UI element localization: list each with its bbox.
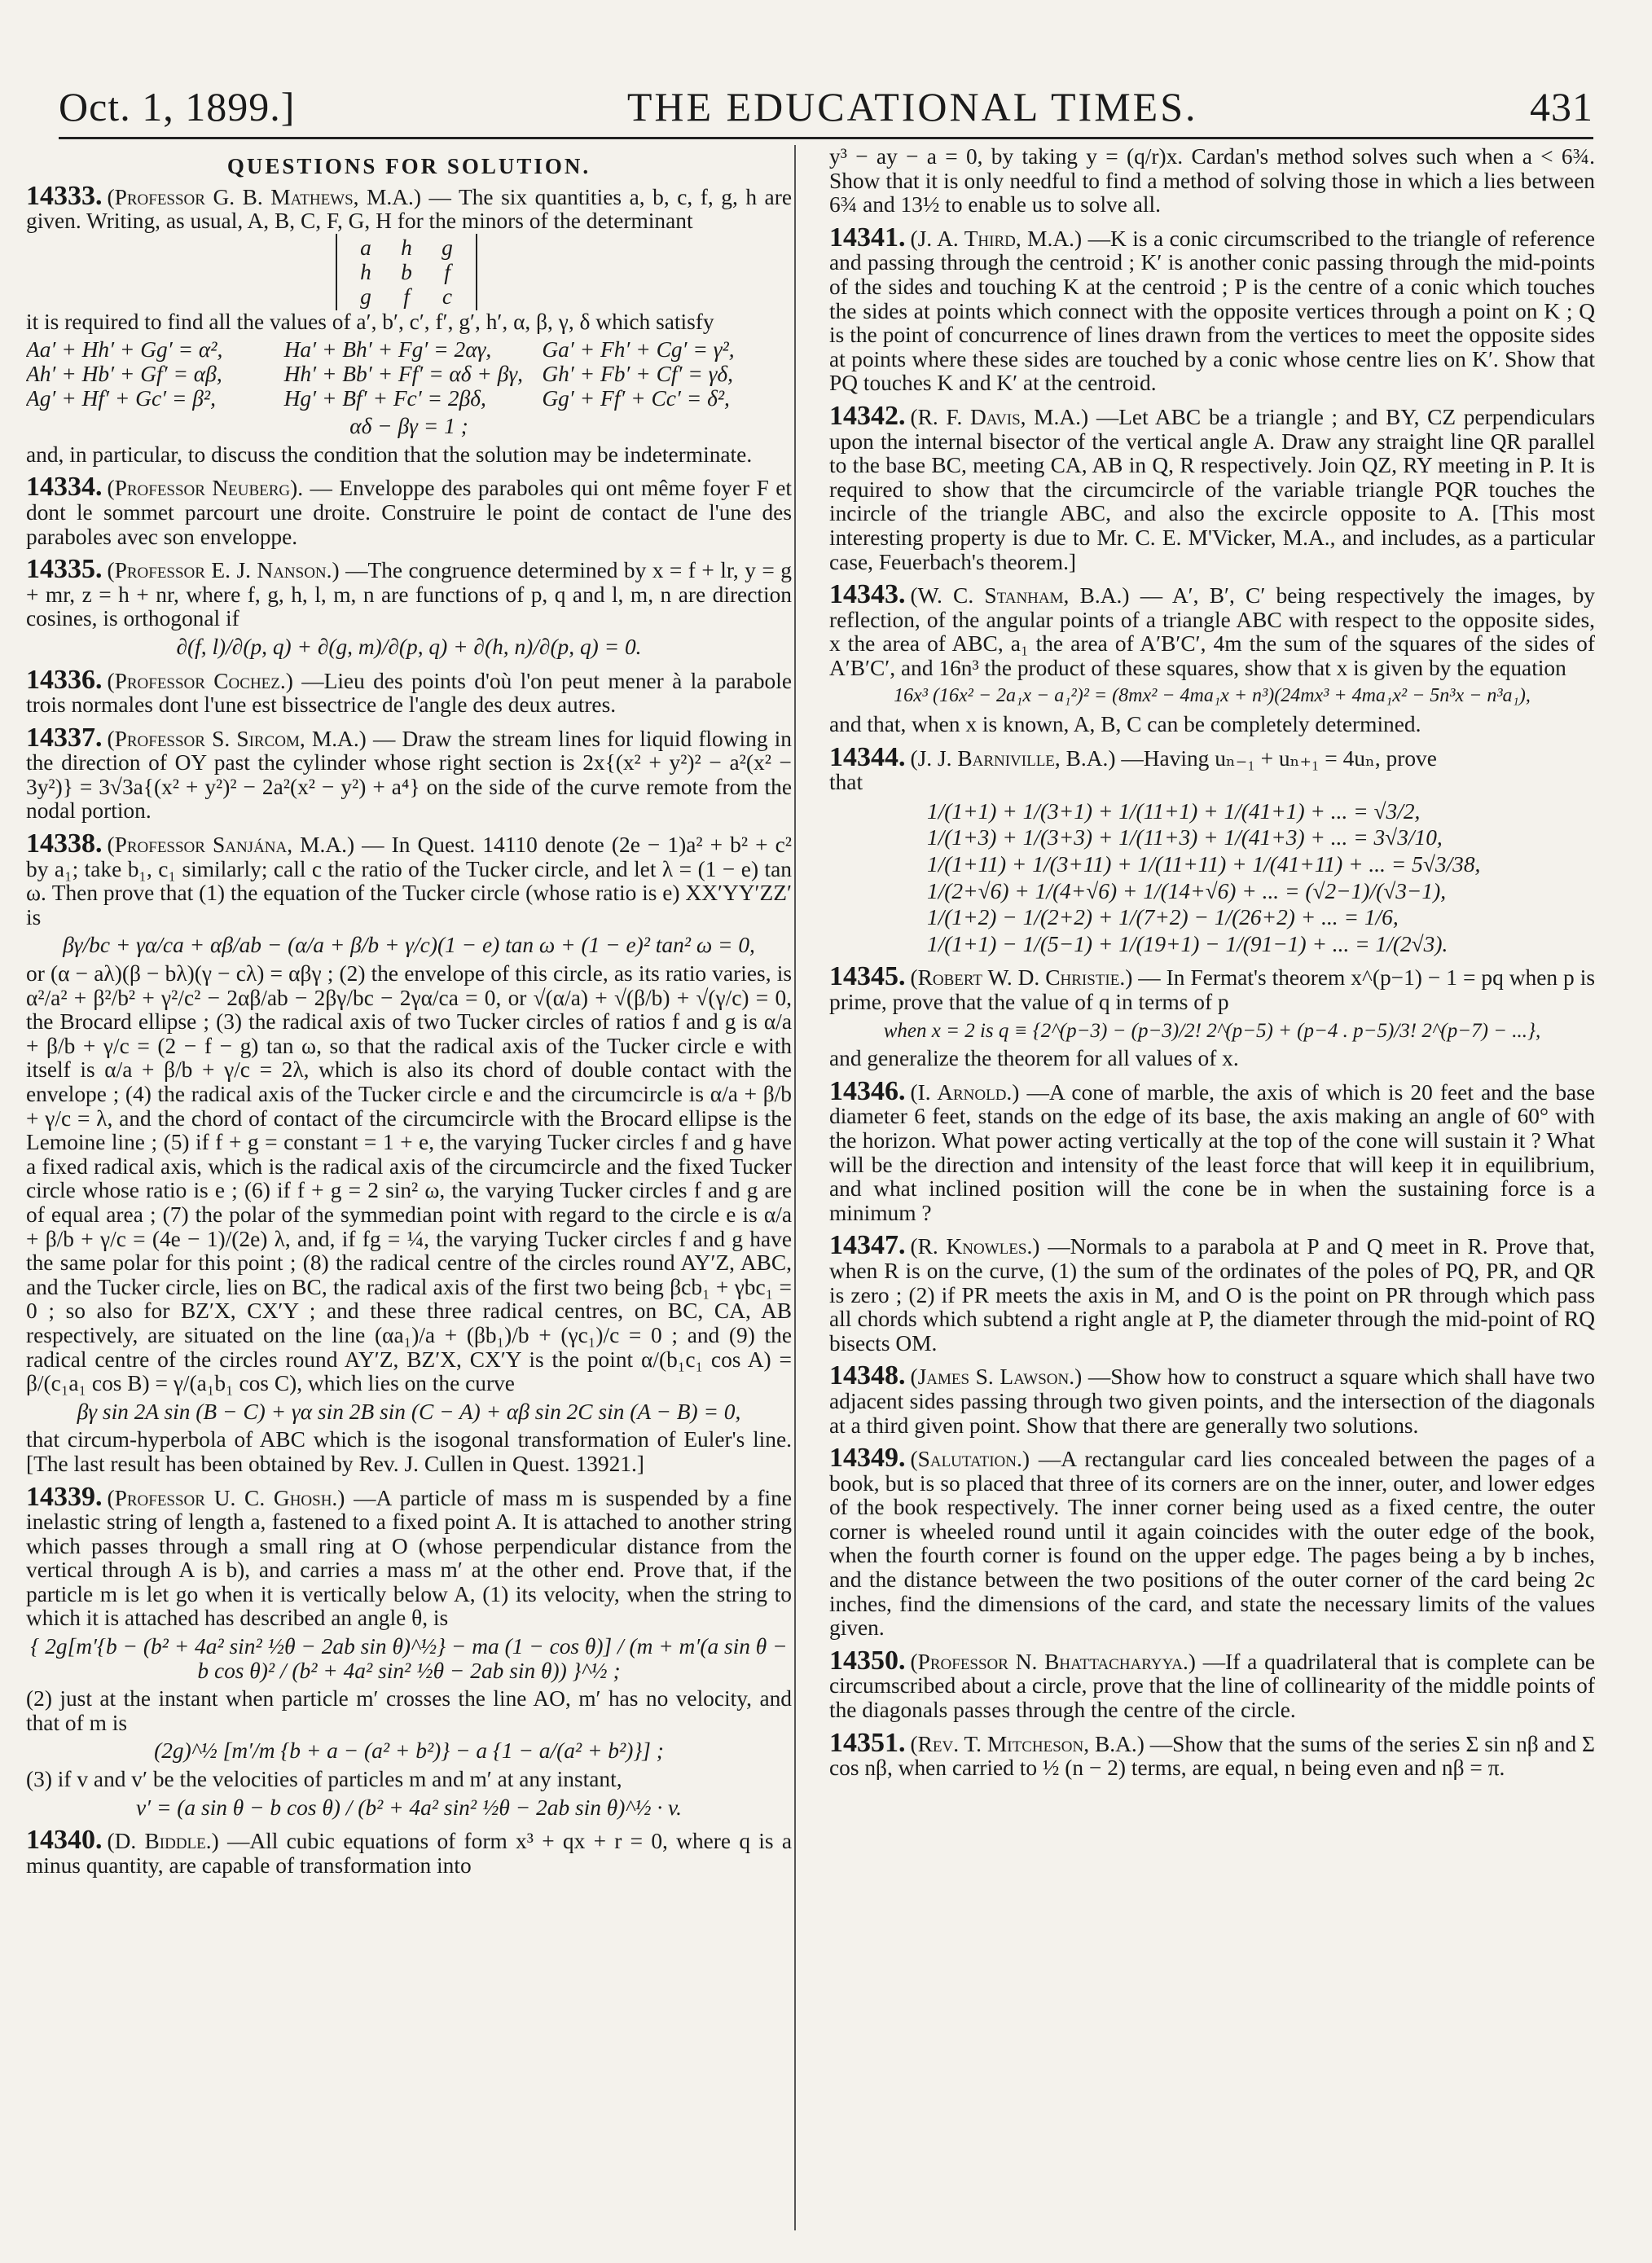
question-author: (James S. Lawson.) xyxy=(910,1364,1083,1390)
question-14345 xyxy=(829,961,1595,1071)
question-text: it is required to find all the values of a′, b′, c′, f′, g′, h′, α, β, γ, δ which satisfy xyxy=(26,309,714,334)
question-text: —The congruence determined by x = f + lr, y = g + mr, z = h + nr, where f, g, h, l, m, n are functions of p, q and l, m, n are direction cosines, is orthogonal if xyxy=(26,558,792,631)
equation-system xyxy=(26,338,792,411)
question-author: (J. J. Barniville, B.A.) xyxy=(910,745,1116,771)
question-text: — In Fermat's theorem x^(p−1) − 1 = pq when p is prime, prove that the value of q in terms of p xyxy=(829,965,1595,1014)
equation: ∂(f, l)/∂(p, q) + ∂(g, m)/∂(p, q) + ∂(h, n)/∂(p, q) = 0. xyxy=(176,634,642,659)
question-author: (D. Biddle.) xyxy=(107,1829,219,1854)
question-14336 xyxy=(26,664,792,718)
question-text: —Show that the sums of the series Σ sin nβ and Σ cos nβ, when carried to ½ (n − 2) terms, are equal, n being even and nβ = π. xyxy=(829,1731,1595,1781)
equation: (2g)^½ [m′/m {b + a − (a² + b²)} − a {1 − a/(a² + b²)}] ; xyxy=(154,1738,664,1764)
question-text: and, in particular, to discuss the condition that the solution may be indeterminate. xyxy=(26,442,753,467)
equation: Ha′ + Bh′ + Fg′ = 2αγ, xyxy=(283,337,492,363)
det-cell: g xyxy=(442,235,453,260)
question-14344 xyxy=(829,741,1595,957)
question-number: 14349. xyxy=(829,1443,906,1474)
question-text: —All cubic equations of form x³ + qx + r = 0, where q is a minus quantity, are capable of transformation into xyxy=(26,1829,792,1878)
question-author: (I. Arnold.) xyxy=(910,1079,1020,1105)
question-text: — In Quest. 14110 denote (2e − 1)a² + b² + c² by a₁; take b₁, c₁ similarly; call c the ratio of the Tucker circle, and let λ = (1 − e) tan ω. Then prove that (1) the equation of the Tucker circle (whose ratio is e) XX′YY′ZZ′ is xyxy=(26,833,792,929)
question-14350 xyxy=(829,1645,1595,1723)
question-author: (Professor Neuberg). xyxy=(107,476,304,501)
left-column xyxy=(26,145,792,2230)
issue-date: Oct. 1, 1899.] xyxy=(59,84,296,130)
page-header xyxy=(59,72,1593,139)
series-equation: 1/(1+3) + 1/(3+3) + 1/(11+3) + 1/(41+3) + ... = 3√3/10, xyxy=(927,825,1443,850)
question-number: 14341. xyxy=(829,222,906,253)
question-number: 14338. xyxy=(26,828,103,859)
question-number: 14342. xyxy=(829,400,906,431)
question-14334 xyxy=(26,472,792,549)
equation: { 2g[m′{b − (b² + 4a² sin² ½θ − 2ab sin θ)^½} − ma (1 − cos θ)] / (m + m′(a sin θ − b cos θ)² / (b² + 4a² sin² ½θ − 2ab sin θ)) }^½ ; xyxy=(30,1634,788,1683)
question-text: — A′, B′, C′ being respectively the images, by reflection, of the angular points of a triangle ABC with respect to the opposite sides, x the area of ABC, a₁ the area of A′B′C′, 4m the sum of the squares of the sides of A′B′C′, and 16n³ the product of these squares, show that x is given by the equation xyxy=(829,583,1595,680)
question-14348 xyxy=(829,1360,1595,1438)
question-14343 xyxy=(829,579,1595,737)
question-text: — Draw the stream lines for liquid flowing in the direction of OY past the cylinder whose right section is 2x{(x² + y²)² − a²(x² − 3y²)} = 3√3a{(x² + y²)² − 2a²(x² − y²) + a⁴} on the side of the curve remote from the nodal portion. xyxy=(26,726,792,824)
question-author: (Professor N. Bhattacharyya.) xyxy=(910,1649,1196,1674)
question-author: (R. Knowles.) xyxy=(910,1234,1040,1259)
det-cell: f xyxy=(403,283,410,309)
question-14341 xyxy=(829,222,1595,396)
question-author: (R. F. Davis, M.A.) xyxy=(910,404,1089,429)
question-14335 xyxy=(26,554,792,659)
question-number: 14348. xyxy=(829,1360,906,1391)
equation: Ag′ + Hf′ + Gc′ = β², xyxy=(26,385,216,411)
question-number: 14335. xyxy=(26,554,103,585)
equation: αδ − βγ = 1 ; xyxy=(349,414,468,439)
equation: Ga′ + Fh′ + Cg′ = γ², xyxy=(542,337,735,363)
question-text: —A rectangular card lies concealed between the pages of a book, but is so placed that three of its corners are on the inner, outer, and lower edges of the book respectively. The inner corner being used as a fixed centre, the outer corner is wheeled round until it again coincides with the outer edge of the book, when the fourth corner is found on the upper edge. The pages being a by b inches, and the distance between the two positions of the outer corner of the card being 2c inches, find the dimensions of the card, and state the necessary limits of the values given. xyxy=(829,1447,1595,1641)
question-number: 14333. xyxy=(26,180,103,211)
question-number: 14339. xyxy=(26,1481,103,1512)
det-cell: b xyxy=(401,259,412,284)
question-number: 14345. xyxy=(829,961,906,992)
question-author: (Professor U. C. Ghosh.) xyxy=(107,1485,345,1510)
question-author: (Professor Cochez.) xyxy=(107,668,293,693)
question-text: and that, when x is known, A, B, C can be completely determined. xyxy=(829,712,1421,737)
question-14338 xyxy=(26,828,792,1476)
question-14346 xyxy=(829,1075,1595,1226)
question-text: —Having uₙ₋₁ + uₙ₊₁ = 4uₙ, prove xyxy=(1121,745,1437,771)
question-text: —K is a conic circumscribed to the triangle of reference and passing through the centroid ; K′ is another conic passing through the mid-points of the sides and touching K at the centroid ; P is the centre of a conic which touches the sides at points which connect with the opposite vertices through a point on K ; Q is the point of concurrence of lines drawn from the vertices to meet the opposite sides at points where these sides are touched by a conic whose centre lies on K′. Show that PQ touches K and K′ at the centroid. xyxy=(829,226,1595,396)
question-number: 14347. xyxy=(829,1230,906,1261)
column-divider xyxy=(794,145,796,2230)
question-text: —Lieu des points d'où l'on peut mener à la parabole trois normales dont l'une est bissectrice de l'angle des deux autres. xyxy=(26,668,792,718)
question-author: (Robert W. D. Christie.) xyxy=(910,965,1133,991)
equation: v′ = (a sin θ − b cos θ) / (b² + 4a² sin² ½θ − 2ab sin θ)^½ · v. xyxy=(135,1795,682,1820)
question-text: — The six quantities a, b, c, f, g, h are given. Writing, as usual, A, B, C, F, G, H for the minors of the determinant xyxy=(26,184,792,234)
question-text: that circum-hyperbola of ABC which is the isogonal transformation of Euler's line. [The last result has been obtained by Rev. J. Cullen in Quest. 13921.] xyxy=(26,1427,792,1476)
question-text: and generalize the theorem for all values of x. xyxy=(829,1046,1239,1071)
question-14342 xyxy=(829,400,1595,574)
question-text: or (α − aλ)(β − bλ)(γ − cλ) = αβγ ; (2) the envelope of this circle, as its ratio varies, is α²/a² + β²/b² + γ²/c² − 2αβ/ab − 2βγ/bc − 2γα/ca = 0, or √(α/a) + √(β/b) + √(γ/c) = 0, the Brocard ellipse ; (3) the radical axis of two Tucker circles of ratios f and g is α/a + β/b + γ/c = (2 − f − g) tan ω, so that the radical axis of the Tucker circle e with itself is α/a + β/b + γ/c = 2λ, which is also its chord of double contact with the envelope ; (4) the radical axis of the Tucker circle e and the circumcircle is α/a + β/b + γ/c = λ, and the chord of contact of the circumcircle with the Brocard ellipse is the Lemoine line ; (5) if f + g = constant = 1 + e, the varying Tucker circles f and g have a fixed radical axis, which is the radical axis of the circumcircle and the fixed Tucker circle whose ratio is e ; (6) if f + g = 2 sin² ω, the varying Tucker circles f and g are of equal area ; (7) the polar of the symmedian point with regard to the circle e is α/a + β/b + γ/c = (4e − 1)/(2e) λ, and, if fg = ¼, the varying Tucker circles f and g have the same polar for this point ; (8) the radical centre of the circles round AY′Z, ABC, and the Tucker circle, lies on BC, the radical axis of the first two being βcb₁ + γbc₁ = 0 ; so also for BZ′X, CX′Y ; and these three radical centres, on BC, CA, AB respectively, are situated on the line (αa₁)/a + (βb₁)/b + (γc₁)/c = 0 ; and (9) the radical centre of the circles round AY′Z, BZ′X, CX′Y is the point α/(b₁c₁ cos A) = β/(c₁a₁ cos B) = γ/(a₁b₁ cos C), which lies on the curve xyxy=(26,961,792,1396)
section-title: QUESTIONS FOR SOLUTION. xyxy=(226,154,591,178)
question-text: y³ − ay − a = 0, by taking y = (q/r)x. Cardan's method solves such when a < 6¾. Show that it is only needful to find a method of solving those in which a lies between 6¾ and 13½ to enable us to solve all. xyxy=(829,145,1595,218)
det-cell: g xyxy=(360,283,371,309)
equation: Aa′ + Hh′ + Gg′ = α², xyxy=(26,337,223,363)
question-author: (W. C. Stanham, B.A.) xyxy=(910,583,1130,609)
question-text: —Normals to a parabola at P and Q meet in R. Prove that, when R is on the curve, (1) the sum of the ordinates of the poles of PQ, PR, and QR is zero ; (2) if PR meets the axis in M, and O is the point on PR through which pass all chords which subtend a right angle at P, the diameter through the mid-point of RQ bisects OM. xyxy=(829,1234,1595,1356)
equation: βγ/bc + γα/ca + αβ/ab − (α/a + β/b + γ/c)(1 − e) tan ω + (1 − e)² tan² ω = 0, xyxy=(63,933,755,958)
det-cell: c xyxy=(442,283,453,309)
question-14339 xyxy=(26,1481,792,1821)
question-text: —Show how to construct a square which shall have two adjacent sides passing through two given points, and the intersection of the diagonals at a third given point. Show that there are generally two solutions. xyxy=(829,1364,1595,1438)
question-number: 14337. xyxy=(26,722,103,753)
question-14347 xyxy=(829,1230,1595,1356)
equation: βγ sin 2A sin (B − C) + γα sin 2B sin (C − A) + αβ sin 2C sin (A − B) = 0, xyxy=(77,1399,741,1424)
question-text: —If a quadrilateral that is complete can be circumscribed about a circle, prove that the line of collinearity of the middle points of the diagonals passes through the centre of the circle. xyxy=(829,1649,1595,1723)
question-number: 14343. xyxy=(829,579,906,610)
det-cell: a xyxy=(360,235,371,260)
series-equation: 1/(1+1) + 1/(3+1) + 1/(11+1) + 1/(41+1) + ... = √3/2, xyxy=(927,798,1421,824)
equation: Hh′ + Bb′ + Ff′ = αδ + βγ, xyxy=(283,361,523,386)
determinant xyxy=(336,234,477,310)
question-number: 14344. xyxy=(829,741,906,772)
question-author: (Rev. T. Mitcheson, B.A.) xyxy=(910,1731,1145,1756)
question-14337 xyxy=(26,722,792,824)
series-equation: 1/(1+11) + 1/(3+11) + 1/(11+11) + 1/(41+11) + ... = 5√3/38, xyxy=(927,852,1481,877)
publication-title: THE EDUCATIONAL TIMES. xyxy=(626,84,1198,130)
det-cell: f xyxy=(444,259,450,284)
page-number: 431 xyxy=(1529,84,1593,130)
question-14351 xyxy=(829,1727,1595,1781)
question-author: (Professor S. Sircom, M.A.) xyxy=(107,726,367,751)
det-cell: h xyxy=(360,259,371,284)
question-text: (2) just at the instant when particle m′ crosses the line AO, m′ has no velocity, and that of m is xyxy=(26,1686,792,1735)
question-author: (J. A. Third, M.A.) xyxy=(910,226,1083,251)
right-column xyxy=(829,145,1595,2230)
det-cell: h xyxy=(401,235,412,260)
series-equation: 1/(1+2) − 1/(2+2) + 1/(7+2) − 1/(26+2) + ... = 1/6, xyxy=(927,905,1399,930)
question-number: 14351. xyxy=(829,1727,906,1758)
question-number: 14340. xyxy=(26,1825,103,1856)
equation: when x = 2 is q ≡ {2^(p−3) − (p−3)/2! 2^(p−5) + (p−4 . p−5)/3! 2^(p−7) − ...}, xyxy=(883,1019,1541,1042)
equation: Hg′ + Bf′ + Fc′ = 2βδ, xyxy=(283,385,486,411)
question-number: 14336. xyxy=(26,664,103,695)
question-text: —A cone of marble, the axis of which is 20 feet and the base diameter 6 feet, stands on the edge of its base, the axis making an angle of 60° with the horizon. What power acting vertically at the top of the cone will sustain it ? What will be the direction and intensity of the least force that will keep it in equilibrium, and what inclined position will the cone be in when the sustaining force is a minimum ? xyxy=(829,1079,1595,1225)
question-text: —A particle of mass m is suspended by a fine inelastic string of length a, fastened to a fixed point A. It is attached to another string which passes through a small ring at O (whose perpendicular distance from the vertical through A is b), and carries a mass m′ at the other end. Prove that, if the particle m is let go when it is vertically below A, (1) its velocity, when the string to which it is attached has described an angle θ, is xyxy=(26,1485,792,1631)
question-author: (Professor E. J. Nanson.) xyxy=(107,558,340,583)
question-text: — Enveloppe des paraboles qui ont même foyer F et dont le sommet parcourt une droite. Construire le point de contact de l'une des paraboles avec son enveloppe. xyxy=(26,476,792,549)
question-text: (3) if v and v′ be the velocities of particles m and m′ at any instant, xyxy=(26,1767,622,1792)
question-author: (Professor G. B. Mathews, M.A.) xyxy=(107,184,422,209)
question-author: (Professor Sanjána, M.A.) xyxy=(107,833,355,858)
series-equation: 1/(2+√6) + 1/(4+√6) + 1/(14+√6) + ... = (√2−1)/(√3−1), xyxy=(927,878,1447,903)
question-author: (Salutation.) xyxy=(910,1447,1030,1472)
question-14333 xyxy=(26,180,792,468)
question-text: that xyxy=(829,770,863,795)
series-list xyxy=(927,800,1595,957)
question-text: —Let ABC be a triangle ; and BY, CZ perpendiculars upon the internal bisector of the vertical angle A. Draw any straight line QR parallel to the base BC, meeting CA, AB in Q, R respectively. Join QZ, RY meeting in P. It is required to show that the circumcircle of the variable triangle PQR touches the incircle of the triangle ABC, and also the excircle opposite to A. [This most interesting property is due to Mr. C. E. M'Vicker, M.A., and includes, as a particular case, Feuerbach's theorem.] xyxy=(829,404,1595,574)
equation: Gg′ + Ff′ + Cc′ = δ², xyxy=(542,385,730,411)
equation: 16x³ (16x² − 2a₁x − a₁²)² = (8mx² − 4ma₁x + n³)(24mx³ + 4ma₁x² − 5n³x − n³a₁), xyxy=(894,685,1531,707)
question-number: 14350. xyxy=(829,1645,906,1676)
question-14340 xyxy=(26,1825,792,1878)
question-14349 xyxy=(829,1443,1595,1641)
equation: Ah′ + Hb′ + Gf′ = αβ, xyxy=(26,361,222,386)
question-number: 14334. xyxy=(26,472,103,503)
equation: Gh′ + Fb′ + Cf′ = γδ, xyxy=(542,361,733,386)
series-equation: 1/(1+1) − 1/(5−1) + 1/(19+1) − 1/(91−1) + ... = 1/(2√3). xyxy=(927,931,1448,956)
question-14340-continued xyxy=(829,145,1595,218)
question-number: 14346. xyxy=(829,1075,906,1106)
